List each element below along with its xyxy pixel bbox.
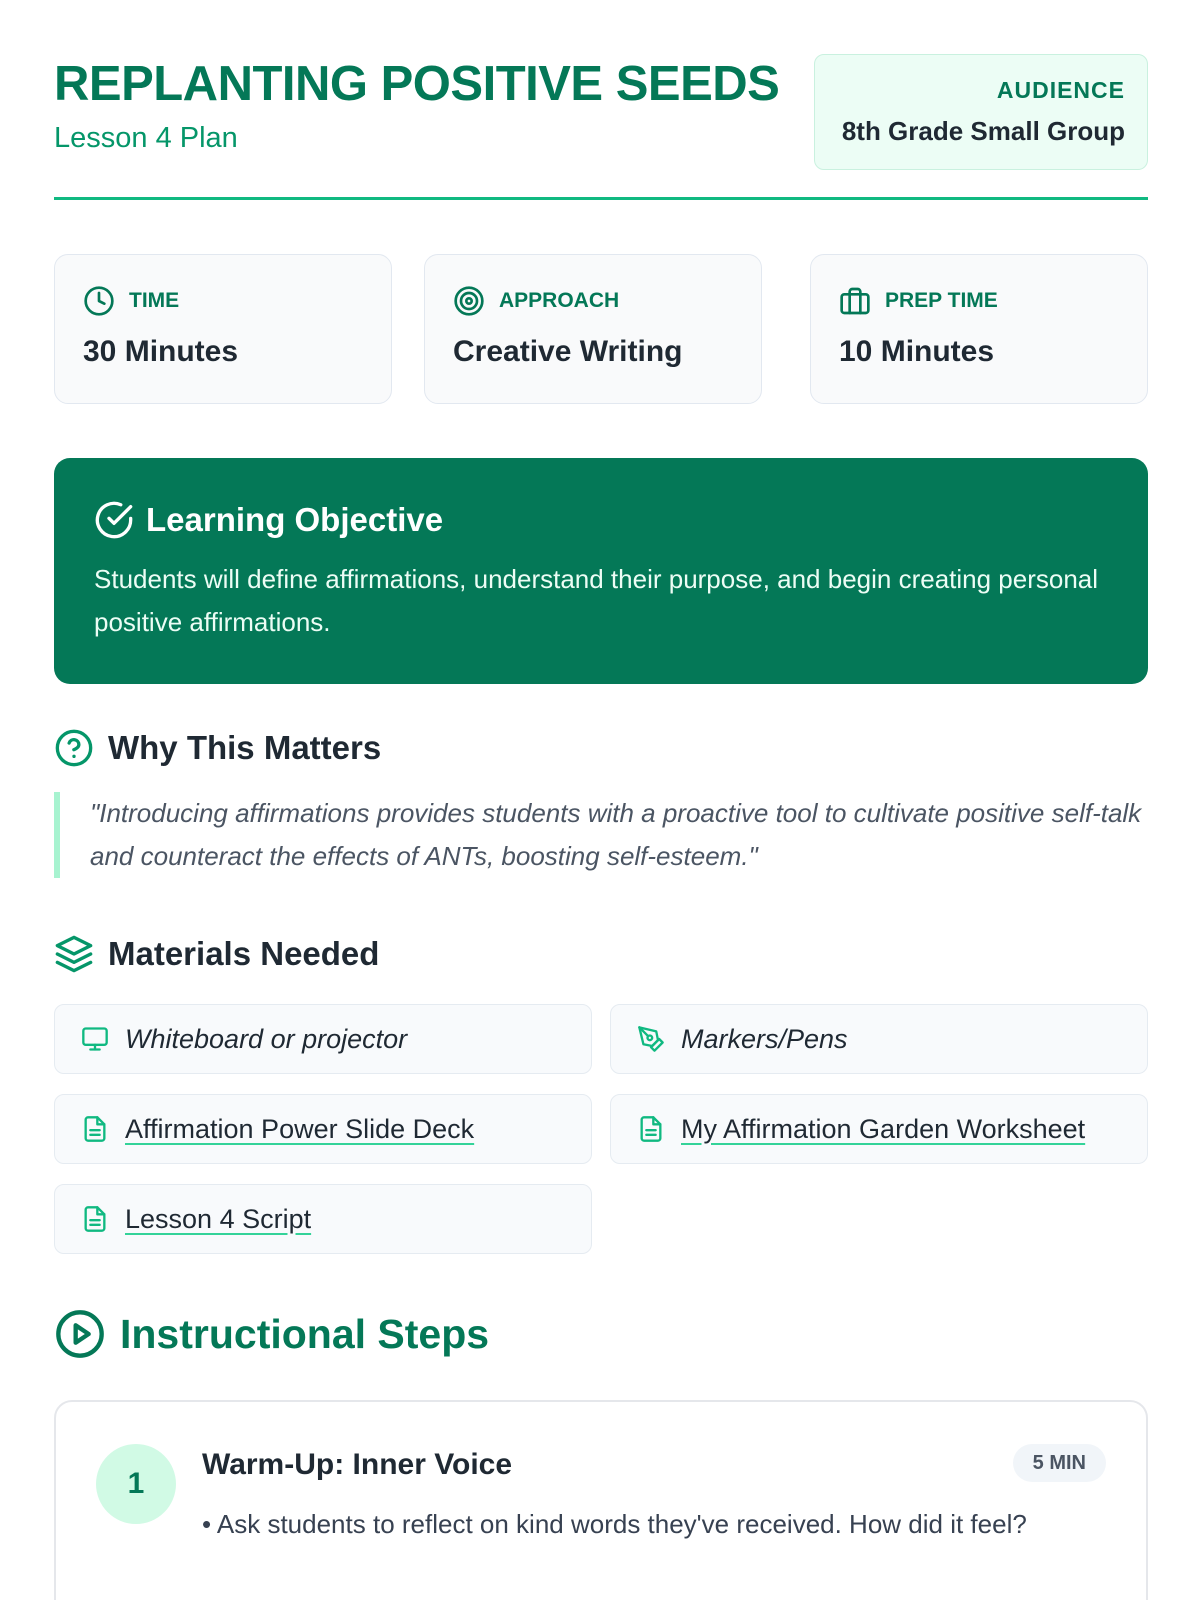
material-label: Whiteboard or projector bbox=[125, 1023, 408, 1054]
material-item-worksheet[interactable] bbox=[610, 1094, 1148, 1164]
document-icon bbox=[637, 1115, 665, 1143]
material-link[interactable]: Lesson 4 Script bbox=[125, 1203, 312, 1234]
audience-box bbox=[814, 54, 1148, 170]
target-icon bbox=[453, 285, 485, 317]
monitor-icon bbox=[81, 1025, 109, 1053]
info-card-prep-time bbox=[810, 254, 1148, 404]
pen-icon bbox=[637, 1025, 665, 1053]
materials-title: Materials Needed bbox=[108, 935, 380, 972]
step-number: 1 bbox=[96, 1444, 176, 1524]
info-card-value: 30 Minutes bbox=[83, 335, 239, 368]
info-card-time bbox=[54, 254, 392, 404]
materials-heading bbox=[54, 934, 379, 974]
help-circle-icon bbox=[54, 728, 94, 768]
header bbox=[54, 54, 1148, 200]
material-item-markers bbox=[610, 1004, 1148, 1074]
page-subtitle: Lesson 4 Plan bbox=[54, 122, 238, 154]
info-card-approach bbox=[424, 254, 762, 404]
info-card-value: 10 Minutes bbox=[839, 335, 995, 368]
steps-title: Instructional Steps bbox=[120, 1310, 490, 1357]
material-item-whiteboard bbox=[54, 1004, 592, 1074]
material-link[interactable]: Affirmation Power Slide Deck bbox=[125, 1113, 475, 1144]
layers-icon bbox=[54, 934, 94, 974]
material-label: Markers/Pens bbox=[681, 1023, 848, 1054]
step-card bbox=[54, 1400, 1148, 1600]
audience-value: 8th Grade Small Group bbox=[841, 116, 1125, 146]
check-circle-icon bbox=[94, 500, 134, 540]
steps-heading bbox=[54, 1308, 489, 1360]
page-title: REPLANTING POSITIVE SEEDS bbox=[54, 57, 780, 111]
material-item-slide-deck[interactable] bbox=[54, 1094, 592, 1164]
info-card-label: PREP TIME bbox=[885, 289, 998, 312]
document-icon bbox=[81, 1115, 109, 1143]
why-title: Why This Matters bbox=[108, 729, 382, 766]
step-duration-badge: 5 MIN bbox=[1013, 1444, 1106, 1482]
objective-title: Learning Objective bbox=[146, 501, 444, 538]
clock-icon bbox=[83, 285, 115, 317]
play-circle-icon bbox=[54, 1308, 106, 1360]
why-heading bbox=[54, 728, 381, 768]
info-card-label: APPROACH bbox=[499, 289, 620, 312]
document-icon bbox=[81, 1205, 109, 1233]
briefcase-icon bbox=[839, 285, 871, 317]
info-card-label: TIME bbox=[129, 289, 180, 312]
step-title: Warm-Up: Inner Voice bbox=[202, 1448, 513, 1481]
learning-objective bbox=[54, 458, 1148, 684]
step-text: • Ask students to reflect on kind words they've received. How did it feel? bbox=[202, 1509, 1027, 1539]
material-item-script[interactable] bbox=[54, 1184, 592, 1254]
material-link[interactable]: My Affirmation Garden Worksheet bbox=[681, 1113, 1086, 1144]
audience-label: AUDIENCE bbox=[996, 77, 1125, 103]
info-card-value: Creative Writing bbox=[453, 335, 683, 368]
why-quote: "Introducing affirmations provides students with a proactive tool to cultivate positive self-talk and counteract the effects of ANTs, boosting self-esteem." bbox=[54, 792, 1148, 878]
objective-text: Students will define affirmations, understand their purpose, and begin creating personal positive affirmations. bbox=[94, 564, 1099, 637]
